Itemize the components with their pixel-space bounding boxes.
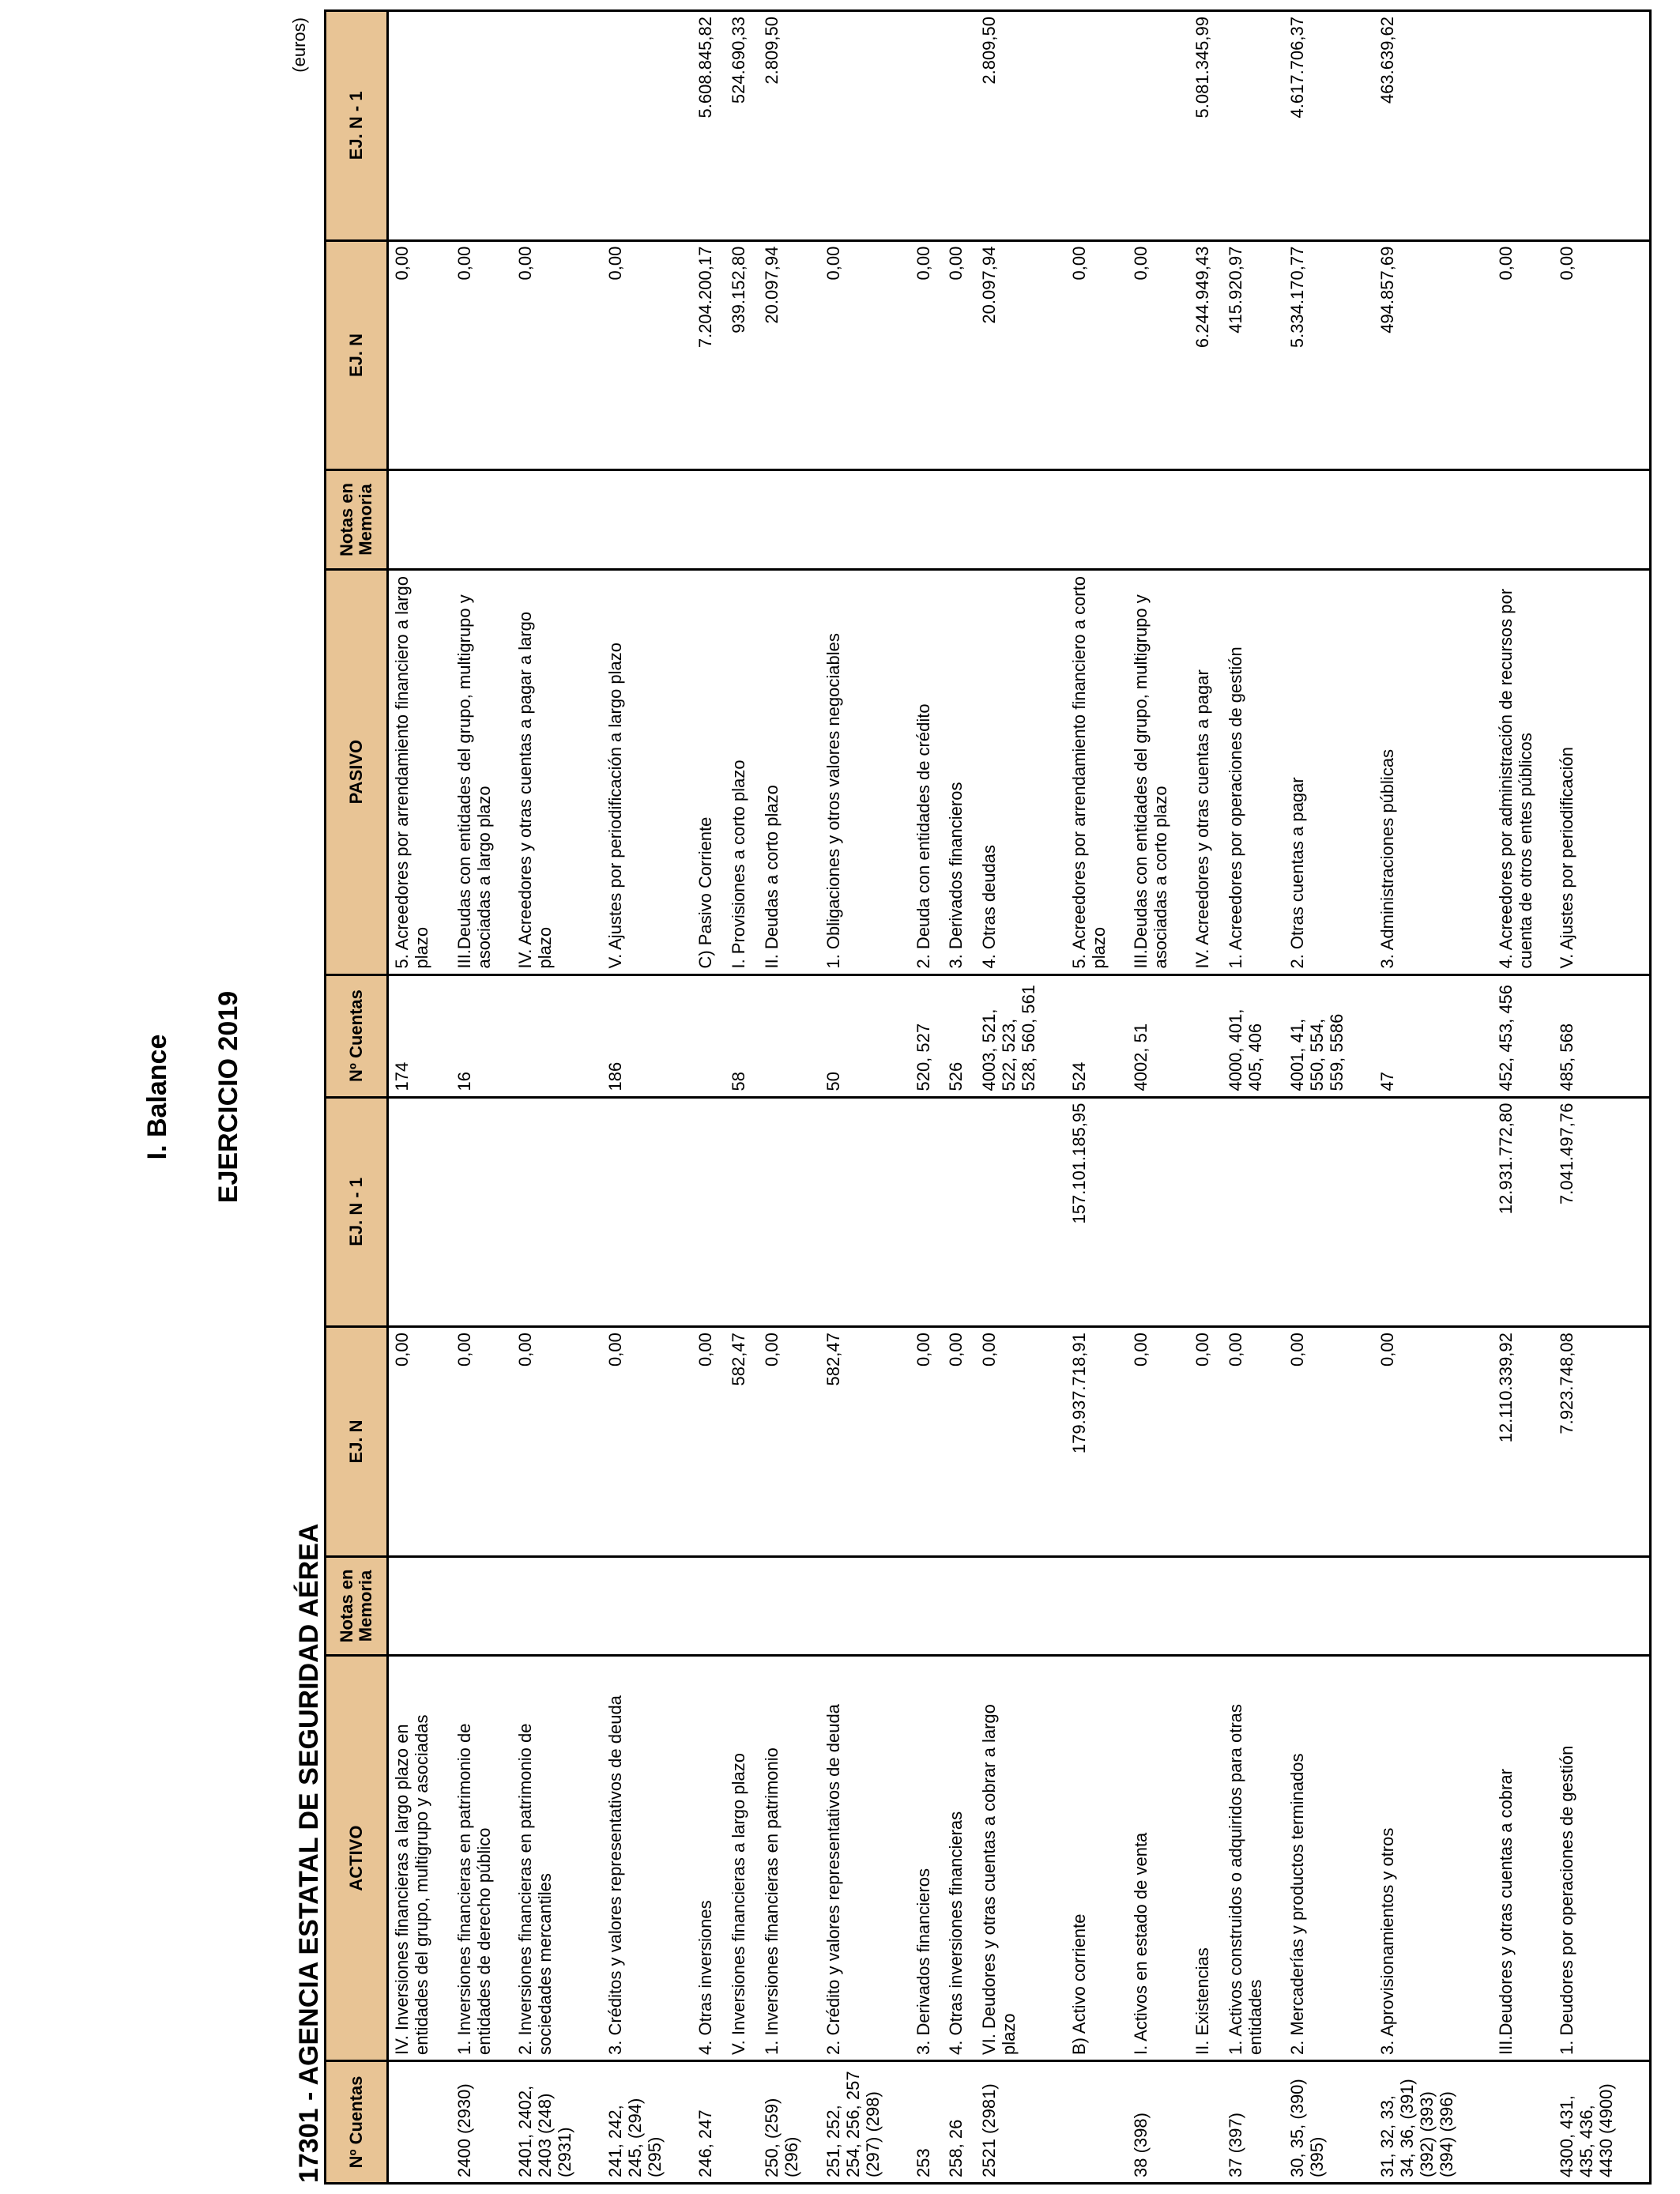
ejn1-pasivo-cell <box>1554 11 1644 241</box>
balance-table <box>324 9 1652 2185</box>
cuentas-activo-cell: 246, 247 <box>692 2061 725 2184</box>
notas-pasivo-cell <box>1222 470 1284 569</box>
table-row <box>759 11 820 2184</box>
concepto-pasivo-cell: V. Ajustes por periodificación a largo plazo <box>602 569 692 974</box>
cuentas-activo-cell <box>1493 2061 1554 2184</box>
cuentas-activo-cell: 4300, 431, 435, 436, 4430 (4900) <box>1554 2061 1644 2184</box>
ejn1-activo-cell <box>820 1097 910 1327</box>
ejn1-activo-cell <box>725 1097 759 1327</box>
concepto-pasivo-cell: IV. Acreedores y otras cuentas a pagar a largo plazo <box>512 569 602 974</box>
cuentas-pasivo-cell: 520, 527 <box>910 974 944 1097</box>
notas-pasivo-cell <box>759 470 820 569</box>
notas-activo-cell <box>943 1556 976 1655</box>
cuentas-pasivo-cell: 50 <box>820 974 910 1097</box>
cuentas-pasivo-cell: 526 <box>943 974 976 1097</box>
cuentas-pasivo-cell <box>692 974 725 1097</box>
table-row <box>1374 11 1493 2184</box>
ejn-pasivo-cell: 0,00 <box>910 240 944 470</box>
ejn1-pasivo-cell <box>943 11 976 241</box>
cuentas-pasivo-cell: 4003, 521, 522, 523, 528, 560, 561 <box>976 974 1066 1097</box>
concepto-activo-cell: 1. Deudores por operaciones de gestión <box>1554 1656 1644 2061</box>
ejn1-activo-cell <box>388 1097 451 1327</box>
cuentas-activo-cell: 30, 35, (390) (395) <box>1284 2061 1374 2184</box>
table-row <box>1222 11 1284 2184</box>
header-ejn-activo: EJ. N <box>326 1327 388 1557</box>
table-row <box>910 11 944 2184</box>
cuentas-pasivo-cell: 186 <box>602 974 692 1097</box>
ejn-activo-cell: 0,00 <box>451 1327 513 1557</box>
header-cuentas-pasivo: Nº Cuentas <box>326 974 388 1097</box>
cuentas-activo-cell: 258, 26 <box>943 2061 976 2184</box>
ejn1-activo-cell <box>1189 1097 1222 1327</box>
notas-pasivo-cell <box>820 470 910 569</box>
notas-pasivo-cell <box>976 470 1066 569</box>
ejn1-activo-cell <box>1284 1097 1374 1327</box>
notas-activo-cell <box>388 1556 451 1655</box>
cuentas-pasivo-cell: 4002, 51 <box>1128 974 1189 1097</box>
concepto-activo-cell: VI. Deudores y otras cuentas a cobrar a largo plazo <box>976 1656 1066 2061</box>
ejn-pasivo-cell: 20.097,94 <box>759 240 820 470</box>
ejn1-pasivo-cell <box>820 11 910 241</box>
filler-cell <box>1644 1097 1650 1327</box>
ejn1-activo-cell <box>1222 1097 1284 1327</box>
page-title: I. Balance <box>142 1034 172 1160</box>
ejn-pasivo-cell: 20.097,94 <box>976 240 1066 470</box>
ejn-activo-cell: 0,00 <box>388 1327 451 1557</box>
filler-cell <box>1644 1327 1650 1557</box>
notas-pasivo-cell <box>1284 470 1374 569</box>
concepto-pasivo-cell: V. Ajustes por periodificación <box>1554 569 1644 974</box>
notas-activo-cell <box>910 1556 944 1655</box>
ejn-pasivo-cell: 415.920,97 <box>1222 240 1284 470</box>
cuentas-pasivo-cell <box>759 974 820 1097</box>
filler-cell <box>1644 11 1650 241</box>
ejn1-pasivo-cell: 2.809,50 <box>759 11 820 241</box>
notas-activo-cell <box>1554 1556 1644 1655</box>
notas-pasivo-cell <box>725 470 759 569</box>
concepto-activo-cell: 1. Inversiones financieras en patrimonio de entidades de derecho público <box>451 1656 513 2061</box>
table-row <box>820 11 910 2184</box>
concepto-pasivo-cell: IV. Acreedores y otras cuentas a pagar <box>1189 569 1222 974</box>
cuentas-pasivo-cell: 524 <box>1066 974 1128 1097</box>
notas-pasivo-cell <box>451 470 513 569</box>
concepto-pasivo-cell: 1. Obligaciones y otros valores negociables <box>820 569 910 974</box>
header-ejn-pasivo: EJ. N <box>326 240 388 470</box>
cuentas-activo-cell: 38 (398) <box>1128 2061 1189 2184</box>
cuentas-activo-cell: 250, (259) (296) <box>759 2061 820 2184</box>
cuentas-activo-cell: 2400 (2930) <box>451 2061 513 2184</box>
table-row <box>388 11 451 2184</box>
cuentas-activo-cell <box>1066 2061 1128 2184</box>
notas-activo-cell <box>725 1556 759 1655</box>
filler-cell <box>1644 1656 1650 2061</box>
filler-cell <box>1644 240 1650 470</box>
ejn-pasivo-cell: 0,00 <box>1493 240 1554 470</box>
ejn-activo-cell: 0,00 <box>512 1327 602 1557</box>
concepto-pasivo-cell: 4. Otras deudas <box>976 569 1066 974</box>
notas-pasivo-cell <box>692 470 725 569</box>
ejn-activo-cell: 0,00 <box>1222 1327 1284 1557</box>
concepto-activo-cell: 2. Inversiones financieras en patrimonio de sociedades mercantiles <box>512 1656 602 2061</box>
cuentas-activo-cell <box>388 2061 451 2184</box>
filler-cell <box>1644 974 1650 1097</box>
concepto-activo-cell: 1. Inversiones financieras en patrimonio <box>759 1656 820 2061</box>
cuentas-pasivo-cell: 16 <box>451 974 513 1097</box>
table-row <box>451 11 513 2184</box>
table-row <box>1493 11 1554 2184</box>
concepto-activo-cell: 3. Aprovisionamientos y otros <box>1374 1656 1493 2061</box>
ejn-pasivo-cell: 7.204.200,17 <box>692 240 725 470</box>
concepto-activo-cell: 4. Otras inversiones financieras <box>943 1656 976 2061</box>
ejn1-pasivo-cell: 524.690,33 <box>725 11 759 241</box>
ejn1-activo-cell <box>943 1097 976 1327</box>
notas-pasivo-cell <box>1374 470 1493 569</box>
ejn1-pasivo-cell: 5.081.345,99 <box>1189 11 1222 241</box>
cuentas-pasivo-cell: 58 <box>725 974 759 1097</box>
notas-pasivo-cell <box>512 470 602 569</box>
ejn1-pasivo-cell <box>602 11 692 241</box>
notas-activo-cell <box>820 1556 910 1655</box>
cuentas-pasivo-cell: 47 <box>1374 974 1493 1097</box>
ejn1-activo-cell <box>451 1097 513 1327</box>
notas-pasivo-cell <box>388 470 451 569</box>
table-row <box>1189 11 1222 2184</box>
cuentas-activo-cell: 31, 32, 33, 34, 36, (391) (392) (393) (394) (396) <box>1374 2061 1493 2184</box>
notas-activo-cell <box>1066 1556 1128 1655</box>
fiscal-year-title: EJERCICIO 2019 <box>213 990 243 1204</box>
cuentas-pasivo-cell <box>512 974 602 1097</box>
filler-cell <box>1644 2061 1650 2184</box>
ejn1-activo-cell <box>910 1097 944 1327</box>
filler-cell <box>1644 1556 1650 1655</box>
ejn-pasivo-cell: 0,00 <box>1554 240 1644 470</box>
concepto-pasivo-cell: C) Pasivo Corriente <box>692 569 725 974</box>
notas-pasivo-cell <box>910 470 944 569</box>
ejn1-pasivo-cell <box>910 11 944 241</box>
ejn1-pasivo-cell: 5.608.845,82 <box>692 11 725 241</box>
table-row <box>1128 11 1189 2184</box>
ejn1-activo-cell <box>1374 1097 1493 1327</box>
concepto-activo-cell: III.Deudores y otras cuentas a cobrar <box>1493 1656 1554 2061</box>
cuentas-pasivo-cell: 485, 568 <box>1554 974 1644 1097</box>
table-row <box>1284 11 1374 2184</box>
ejn1-pasivo-cell <box>451 11 513 241</box>
ejn1-pasivo-cell <box>1066 11 1128 241</box>
notas-activo-cell <box>602 1556 692 1655</box>
notas-pasivo-cell <box>943 470 976 569</box>
concepto-pasivo-cell: 5. Acreedores por arrendamiento financiero a largo plazo <box>388 569 451 974</box>
ejn1-pasivo-cell <box>1128 11 1189 241</box>
ejn-activo-cell: 0,00 <box>943 1327 976 1557</box>
table-filler-row <box>1644 11 1650 2184</box>
cuentas-pasivo-cell: 4001, 41, 550, 554, 559, 5586 <box>1284 974 1374 1097</box>
ejn-activo-cell: 0,00 <box>1284 1327 1374 1557</box>
notas-activo-cell <box>1128 1556 1189 1655</box>
header-pasivo: PASIVO <box>326 569 388 974</box>
cuentas-pasivo-cell: 174 <box>388 974 451 1097</box>
concepto-activo-cell: B) Activo corriente <box>1066 1656 1128 2061</box>
ejn-pasivo-cell: 0,00 <box>943 240 976 470</box>
ejn-activo-cell: 0,00 <box>910 1327 944 1557</box>
concepto-pasivo-cell: III.Deudas con entidades del grupo, multigrupo y asociadas a corto plazo <box>1128 569 1189 974</box>
ejn1-activo-cell: 12.931.772,80 <box>1493 1097 1554 1327</box>
header-ejn1-activo: EJ. N - 1 <box>326 1097 388 1327</box>
ejn-activo-cell: 179.937.718,91 <box>1066 1327 1128 1557</box>
concepto-activo-cell: 2. Crédito y valores representativos de deuda <box>820 1656 910 2061</box>
ejn-activo-cell: 0,00 <box>602 1327 692 1557</box>
header-activo: ACTIVO <box>326 1656 388 2061</box>
concepto-pasivo-cell: 2. Deuda con entidades de crédito <box>910 569 944 974</box>
ejn1-activo-cell: 7.041.497,76 <box>1554 1097 1644 1327</box>
concepto-activo-cell: V. Inversiones financieras a largo plazo <box>725 1656 759 2061</box>
ejn1-pasivo-cell <box>1493 11 1554 241</box>
concepto-activo-cell: 4. Otras inversiones <box>692 1656 725 2061</box>
cuentas-activo-cell: 2521 (2981) <box>976 2061 1066 2184</box>
ejn1-activo-cell <box>512 1097 602 1327</box>
concepto-pasivo-cell: III.Deudas con entidades del grupo, multigrupo y asociadas a largo plazo <box>451 569 513 974</box>
ejn1-pasivo-cell <box>1222 11 1284 241</box>
table-row <box>1554 11 1644 2184</box>
cuentas-activo-cell: 37 (397) <box>1222 2061 1284 2184</box>
ejn-pasivo-cell: 0,00 <box>602 240 692 470</box>
notas-activo-cell <box>976 1556 1066 1655</box>
ejn-pasivo-cell: 939.152,80 <box>725 240 759 470</box>
concepto-activo-cell: 3. Derivados financieros <box>910 1656 944 2061</box>
cuentas-pasivo-cell: 4000, 401, 405, 406 <box>1222 974 1284 1097</box>
notas-pasivo-cell <box>1493 470 1554 569</box>
ejn-pasivo-cell: 6.244.949,43 <box>1189 240 1222 470</box>
table-row <box>976 11 1066 2184</box>
cuentas-activo-cell <box>1189 2061 1222 2184</box>
table-header-row <box>326 11 388 2184</box>
ejn-pasivo-cell: 0,00 <box>388 240 451 470</box>
concepto-pasivo-cell: 4. Acreedores por administración de recursos por cuenta de otros entes públicos <box>1493 569 1554 974</box>
ejn-pasivo-cell: 494.857,69 <box>1374 240 1493 470</box>
ejn-activo-cell: 582,47 <box>820 1327 910 1557</box>
table-row <box>602 11 692 2184</box>
ejn1-activo-cell <box>1128 1097 1189 1327</box>
notas-pasivo-cell <box>1554 470 1644 569</box>
table-row <box>692 11 725 2184</box>
ejn1-pasivo-cell <box>388 11 451 241</box>
ejn-activo-cell: 12.110.339,92 <box>1493 1327 1554 1557</box>
notas-activo-cell <box>1374 1556 1493 1655</box>
notas-activo-cell <box>1189 1556 1222 1655</box>
cuentas-pasivo-cell <box>1189 974 1222 1097</box>
filler-cell <box>1644 470 1650 569</box>
notas-pasivo-cell <box>1066 470 1128 569</box>
cuentas-activo-cell: 251, 252, 254, 256, 257 (297) (298) <box>820 2061 910 2184</box>
concepto-activo-cell: 1. Activos construidos o adquiridos para otras entidades <box>1222 1656 1284 2061</box>
ejn1-activo-cell: 157.101.185,95 <box>1066 1097 1128 1327</box>
ejn-pasivo-cell: 0,00 <box>1066 240 1128 470</box>
ejn1-activo-cell <box>759 1097 820 1327</box>
cuentas-activo-cell: 253 <box>910 2061 944 2184</box>
notas-pasivo-cell <box>1128 470 1189 569</box>
ejn1-activo-cell <box>692 1097 725 1327</box>
ejn-pasivo-cell: 0,00 <box>1128 240 1189 470</box>
notas-pasivo-cell <box>602 470 692 569</box>
cuentas-activo-cell <box>725 2061 759 2184</box>
concepto-pasivo-cell: 3. Derivados financieros <box>943 569 976 974</box>
table-row <box>943 11 976 2184</box>
ejn-pasivo-cell: 0,00 <box>820 240 910 470</box>
notas-activo-cell <box>451 1556 513 1655</box>
cuentas-pasivo-cell: 452, 453, 456 <box>1493 974 1554 1097</box>
cuentas-activo-cell: 2401, 2402, 2403 (248) (2931) <box>512 2061 602 2184</box>
ejn-activo-cell: 0,00 <box>1128 1327 1189 1557</box>
header-ejn1-pasivo: EJ. N - 1 <box>326 11 388 241</box>
header-notas-pasivo: Notas en Memoria <box>326 470 388 569</box>
notas-activo-cell <box>512 1556 602 1655</box>
ejn-activo-cell: 582,47 <box>725 1327 759 1557</box>
notas-activo-cell <box>1284 1556 1374 1655</box>
concepto-pasivo-cell: 2. Otras cuentas a pagar <box>1284 569 1374 974</box>
notas-activo-cell <box>1222 1556 1284 1655</box>
currency-note: (euros) <box>289 17 309 73</box>
ejn1-pasivo-cell: 2.809,50 <box>976 11 1066 241</box>
notas-activo-cell <box>692 1556 725 1655</box>
header-cuentas-activo: Nº Cuentas <box>326 2061 388 2184</box>
header-notas-activo: Notas en Memoria <box>326 1556 388 1655</box>
ejn1-pasivo-cell: 4.617.706,37 <box>1284 11 1374 241</box>
ejn-pasivo-cell: 0,00 <box>512 240 602 470</box>
table-row <box>512 11 602 2184</box>
notas-activo-cell <box>1493 1556 1554 1655</box>
ejn1-activo-cell <box>602 1097 692 1327</box>
ejn-activo-cell: 0,00 <box>759 1327 820 1557</box>
ejn-activo-cell: 7.923.748,08 <box>1554 1327 1644 1557</box>
ejn-pasivo-cell: 5.334.170,77 <box>1284 240 1374 470</box>
cuentas-activo-cell: 241, 242, 245, (294) (295) <box>602 2061 692 2184</box>
concepto-pasivo-cell: II. Deudas a corto plazo <box>759 569 820 974</box>
concepto-pasivo-cell: 3. Administraciones públicas <box>1374 569 1493 974</box>
concepto-pasivo-cell: 1. Acreedores por operaciones de gestión <box>1222 569 1284 974</box>
ejn-activo-cell: 0,00 <box>1189 1327 1222 1557</box>
concepto-activo-cell: IV. Inversiones financieras a largo plazo en entidades del grupo, multigrupo y asociadas <box>388 1656 451 2061</box>
concepto-pasivo-cell: I. Provisiones a corto plazo <box>725 569 759 974</box>
table-row <box>1066 11 1128 2184</box>
concepto-activo-cell: 2. Mercaderías y productos terminados <box>1284 1656 1374 2061</box>
concepto-activo-cell: II. Existencias <box>1189 1656 1222 2061</box>
concepto-activo-cell: I. Activos en estado de venta <box>1128 1656 1189 2061</box>
notas-activo-cell <box>759 1556 820 1655</box>
concepto-activo-cell: 3. Créditos y valores representativos de deuda <box>602 1656 692 2061</box>
filler-cell <box>1644 569 1650 974</box>
ejn1-activo-cell <box>976 1097 1066 1327</box>
notas-pasivo-cell <box>1189 470 1222 569</box>
ejn-pasivo-cell: 0,00 <box>451 240 513 470</box>
ejn-activo-cell: 0,00 <box>976 1327 1066 1557</box>
ejn-activo-cell: 0,00 <box>692 1327 725 1557</box>
ejn1-pasivo-cell: 463.639,62 <box>1374 11 1493 241</box>
concepto-pasivo-cell: 5. Acreedores por arrendamiento financiero a corto plazo <box>1066 569 1128 974</box>
ejn-activo-cell: 0,00 <box>1374 1327 1493 1557</box>
table-row <box>725 11 759 2184</box>
ejn1-pasivo-cell <box>512 11 602 241</box>
organization-title: 17301 - AGENCIA ESTATAL DE SEGURIDAD AÉREA <box>294 1523 324 2183</box>
